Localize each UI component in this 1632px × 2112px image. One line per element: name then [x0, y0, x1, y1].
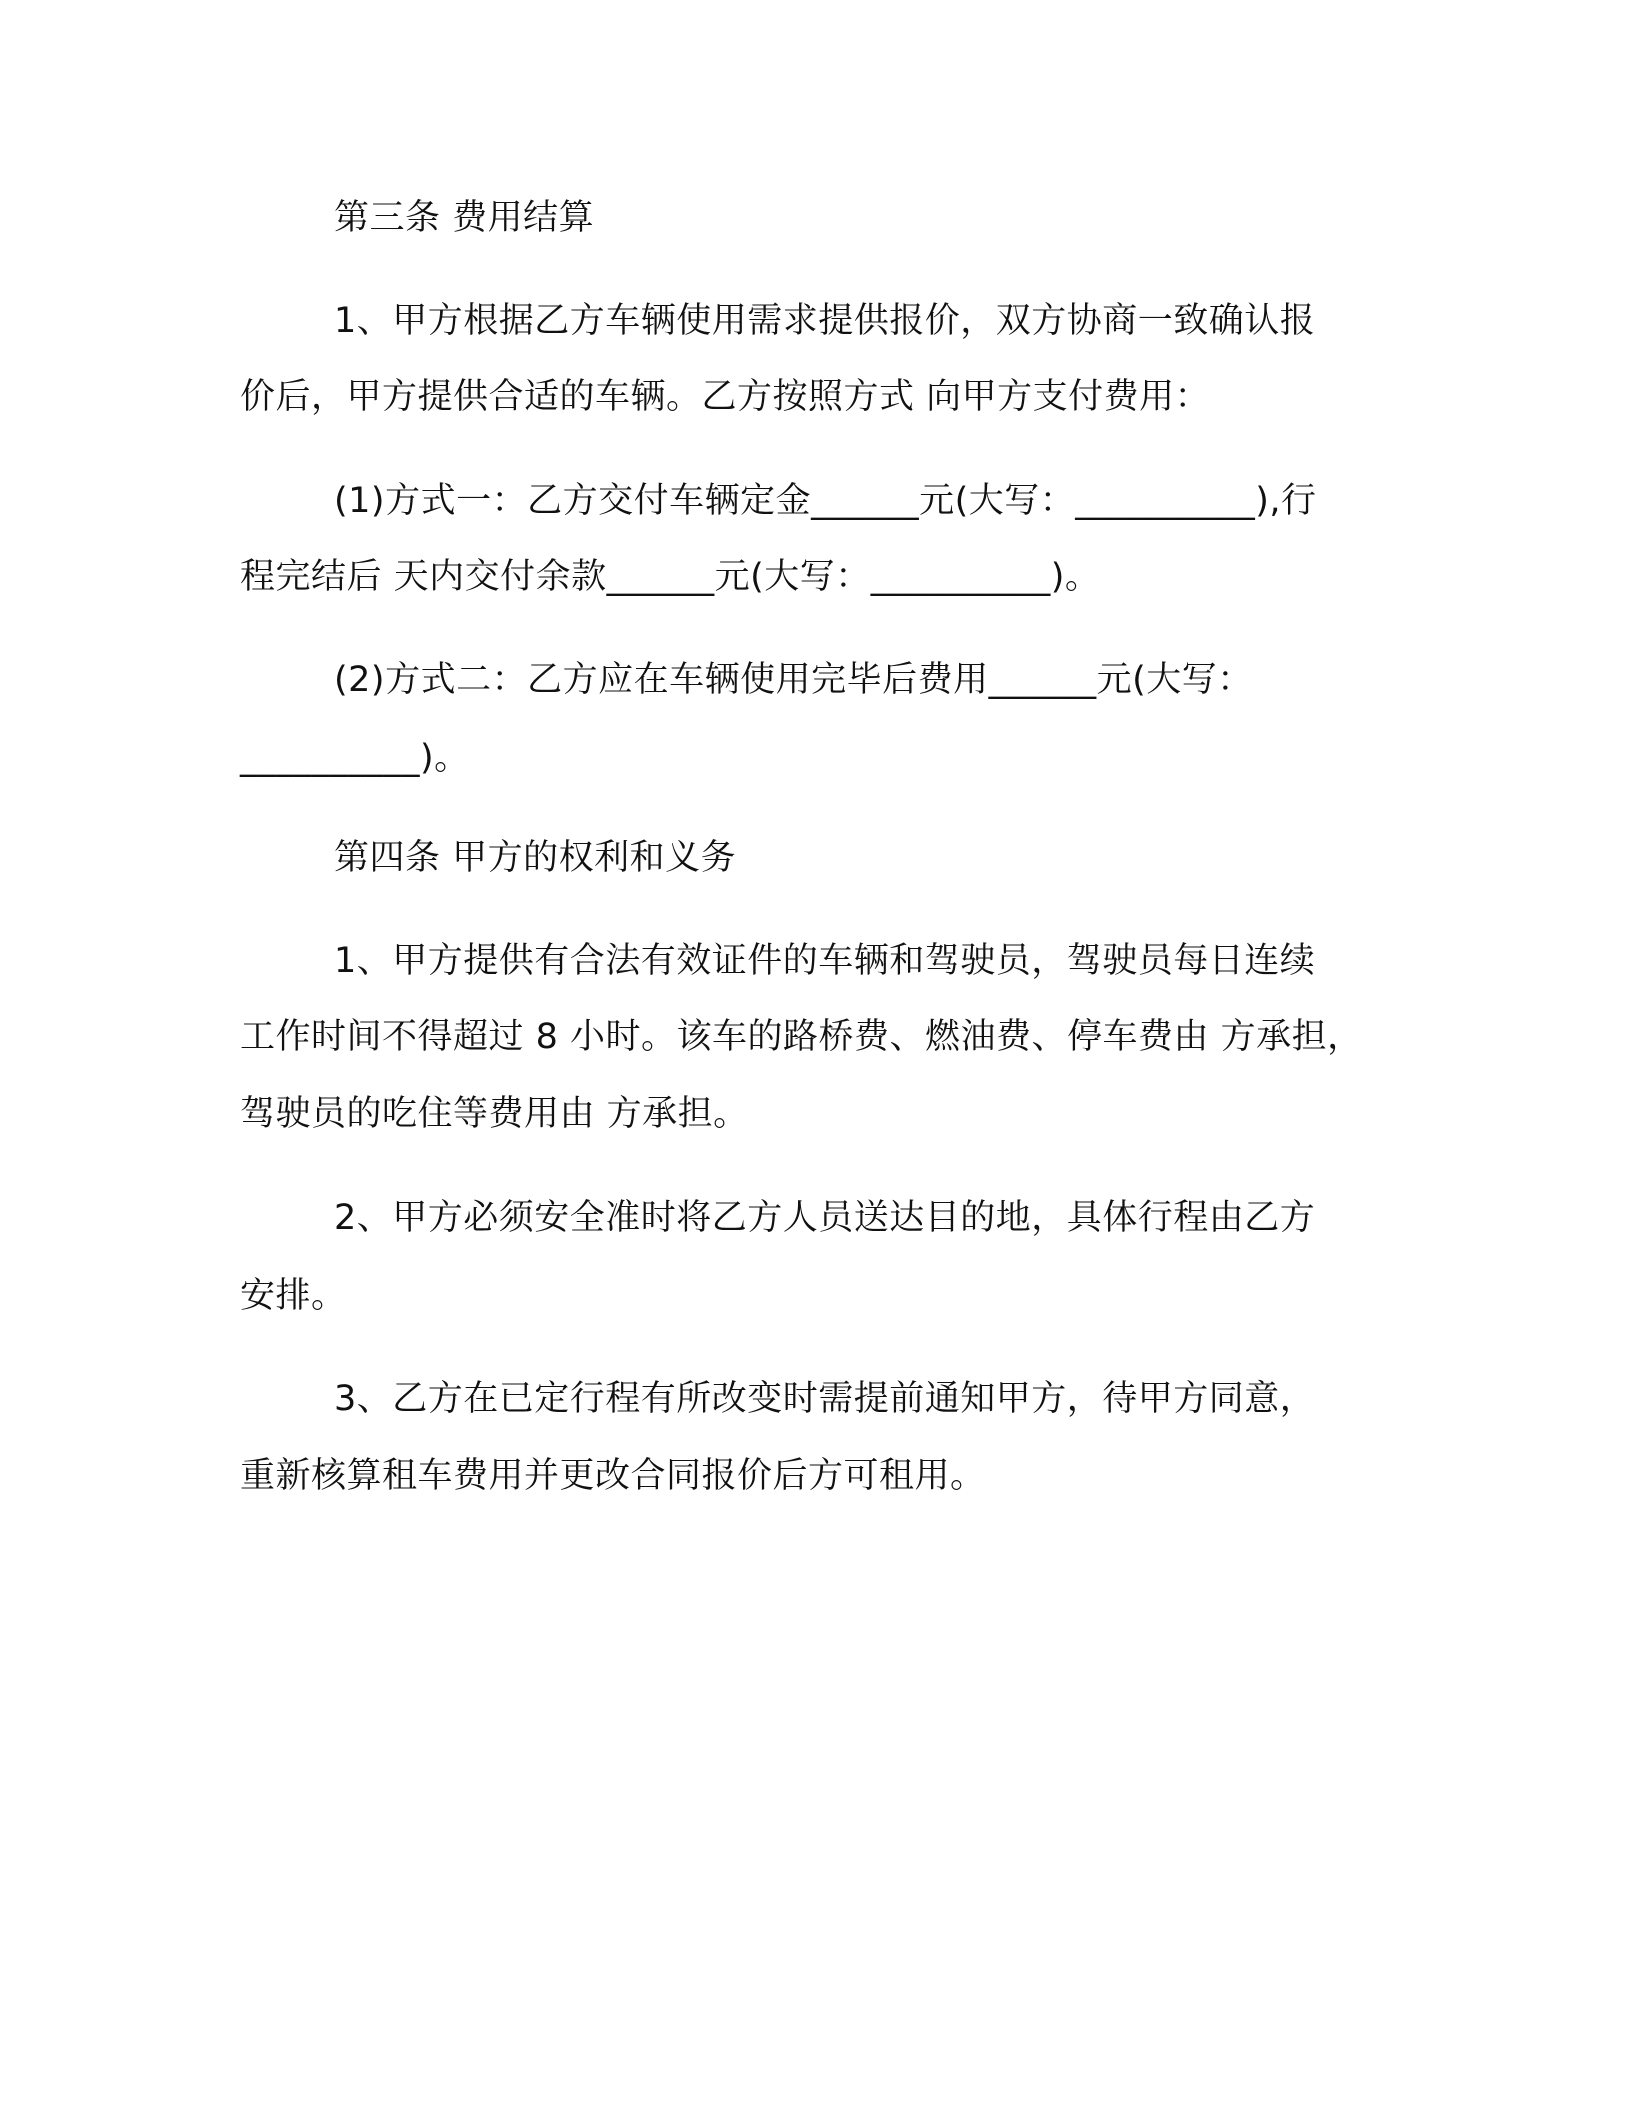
article4-p1-line2: 工作时间不得超过 8 小时。该车的路桥费、燃油费、停车费由 方承担， — [240, 1017, 1363, 1057]
article3-p1-line2: 价后，甲方提供合适的车辆。乙方按照方式 向甲方支付费用： — [240, 377, 1211, 417]
article4-p1-line1: 1、甲方提供有合法有效证件的车辆和驾驶员，驾驶员每日连续 — [334, 941, 1316, 981]
article4-p1-line3: 驾驶员的吃住等费用由 方承担。 — [240, 1094, 749, 1134]
article4-p2-line1: 2、甲方必须安全准时将乙方人员送达目的地，具体行程由乙方 — [334, 1198, 1316, 1238]
article4-heading: 第四条 甲方的权利和义务 — [334, 838, 737, 878]
article3-p3-line2: __________)。 — [240, 738, 470, 778]
article3-p2-line2: 程完结后 天内交付余款______元(大写：__________)。 — [240, 557, 1101, 597]
article4-p3-line1: 3、乙方在已定行程有所改变时需提前通知甲方，待甲方同意， — [334, 1379, 1316, 1419]
article3-p1-line1: 1、甲方根据乙方车辆使用需求提供报价，双方协商一致确认报 — [334, 301, 1316, 341]
article4-p2-line2: 安排。 — [240, 1276, 347, 1316]
article3-p2-line1: (1)方式一：乙方交付车辆定金______元(大写：__________),行 — [334, 481, 1317, 521]
article3-heading: 第三条 费用结算 — [334, 198, 595, 238]
article3-p3-line1: (2)方式二：乙方应在车辆使用完毕后费用______元(大写： — [334, 660, 1253, 700]
article4-p3-line2: 重新核算租车费用并更改合同报价后方可租用。 — [240, 1456, 986, 1496]
